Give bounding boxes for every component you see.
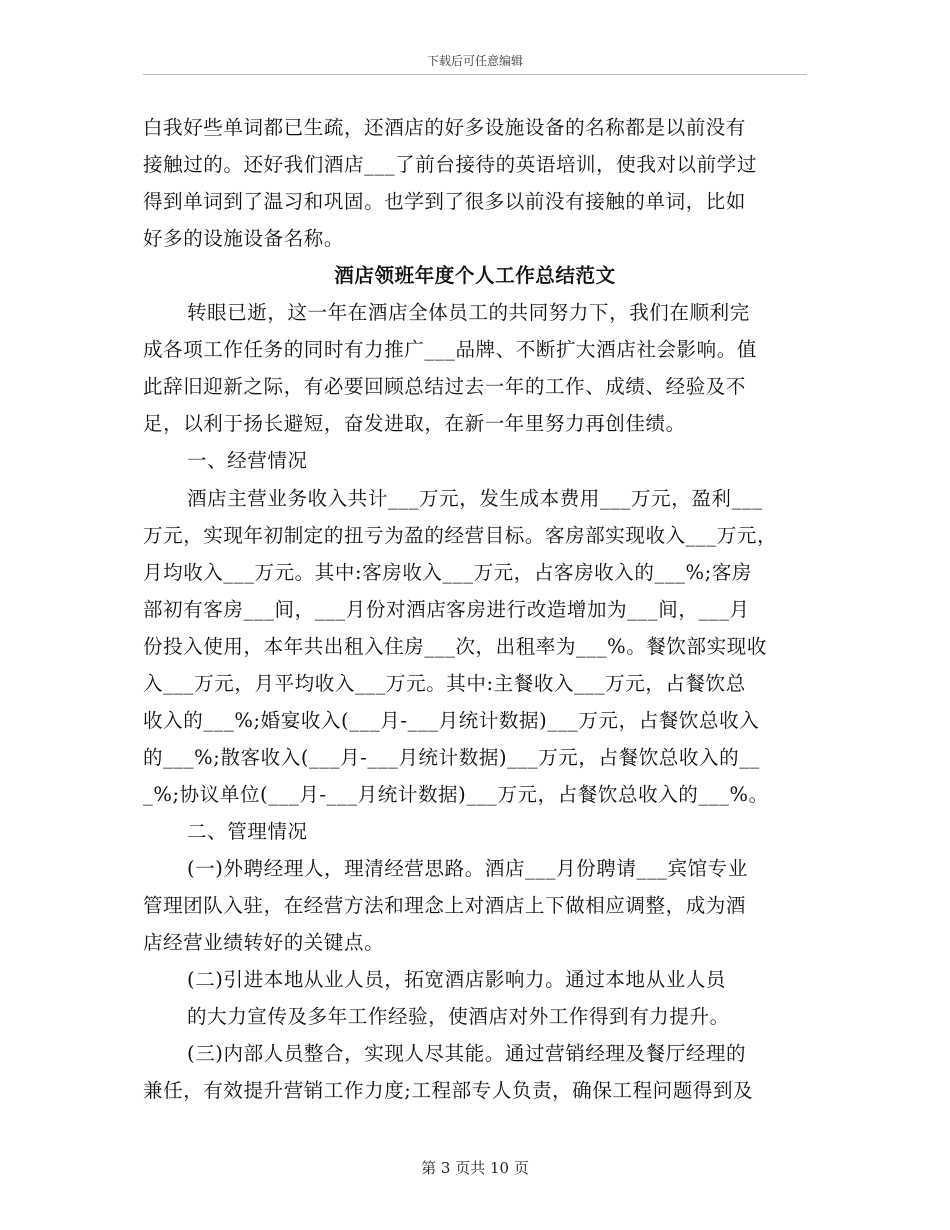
header-divider: [143, 74, 807, 75]
page-footer: 第 3 页共 10 页: [421, 1159, 529, 1177]
body-line: 的___%;散客收入(___月-___月统计数据)___万元，占餐饮总收入的__: [143, 746, 760, 769]
body-line: 兼任，有效提升营销工作力度;工程部专人负责，确保工程问题得到及: [143, 1079, 754, 1102]
body-line: 份投入使用，本年共出租入住房___次，出租率为___%。餐饮部实现收: [143, 635, 767, 658]
page-header: 下载后可任意编辑: [426, 54, 523, 68]
body-line: _%;协议单位(___月-___月统计数据)___万元，占餐饮总收入的___%。: [143, 783, 769, 806]
body-line: (一)外聘经理人，理清经营思路。酒店___月份聘请___宾馆专业: [187, 857, 748, 880]
body-line: 万元，实现年初制定的扭亏为盈的经营目标。客房部实现收入___万元，: [143, 524, 778, 547]
body-line: (二)引进本地从业人员，拓宽酒店影响力。通过本地从业人员: [187, 968, 727, 991]
body-line: 入___万元，月平均收入___万元。其中:主餐收入___万元，占餐饮总: [143, 672, 746, 695]
body-line: (三)内部人员整合，实现人尽其能。通过营销经理及餐厅经理的: [187, 1042, 747, 1065]
body-line: 转眼已逝，这一年在酒店全体员工的共同努力下，我们在顺利完: [187, 301, 750, 324]
body-line: 好多的设施设备名称。: [143, 227, 345, 250]
body-line: 部初有客房___间，___月份对酒店客房进行改造增加为___间，___月: [143, 598, 750, 621]
body-line: 店经营业绩转好的关键点。: [143, 931, 385, 954]
body-line: 此辞旧迎新之际，有必要回顾总结过去一年的工作、成绩、经验及不: [143, 375, 747, 398]
subheading: 一、经营情况: [187, 449, 308, 472]
body-line: 接触过的。还好我们酒店___了前台接待的英语培训，使我对以前学过: [143, 153, 757, 176]
body-line: 酒店主营业务收入共计___万元，发生成本费用___万元，盈利___: [187, 487, 763, 510]
body-line: 白我好些单词都已生疏，还酒店的好多设施设备的名称都是以前没有: [143, 116, 747, 139]
body-line: 足，以利于扬长避短，奋发进取，在新一年里努力再创佳绩。: [143, 412, 686, 435]
body-line: 得到单词到了温习和巩固。也学到了很多以前没有接触的单词，比如: [143, 190, 747, 213]
body-line: 收入的___%;婚宴收入(___月-___月统计数据)___万元，占餐饮总收入: [143, 709, 760, 732]
body-line: 月均收入___万元。其中:客房收入___万元，占客房收入的___%;客房: [143, 561, 753, 584]
body-line: 管理团队入驻，在经营方法和理念上对酒店上下做相应调整，成为酒: [143, 894, 747, 917]
section-title: 酒店领班年度个人工作总结范文: [334, 264, 616, 287]
body-line: 的大力宣传及多年工作经验，使酒店对外工作得到有力提升。: [187, 1005, 730, 1028]
body-line: 成各项工作任务的同时有力推广___品牌、不断扩大酒店社会影响。值: [143, 338, 757, 361]
subheading: 二、管理情况: [187, 820, 308, 843]
